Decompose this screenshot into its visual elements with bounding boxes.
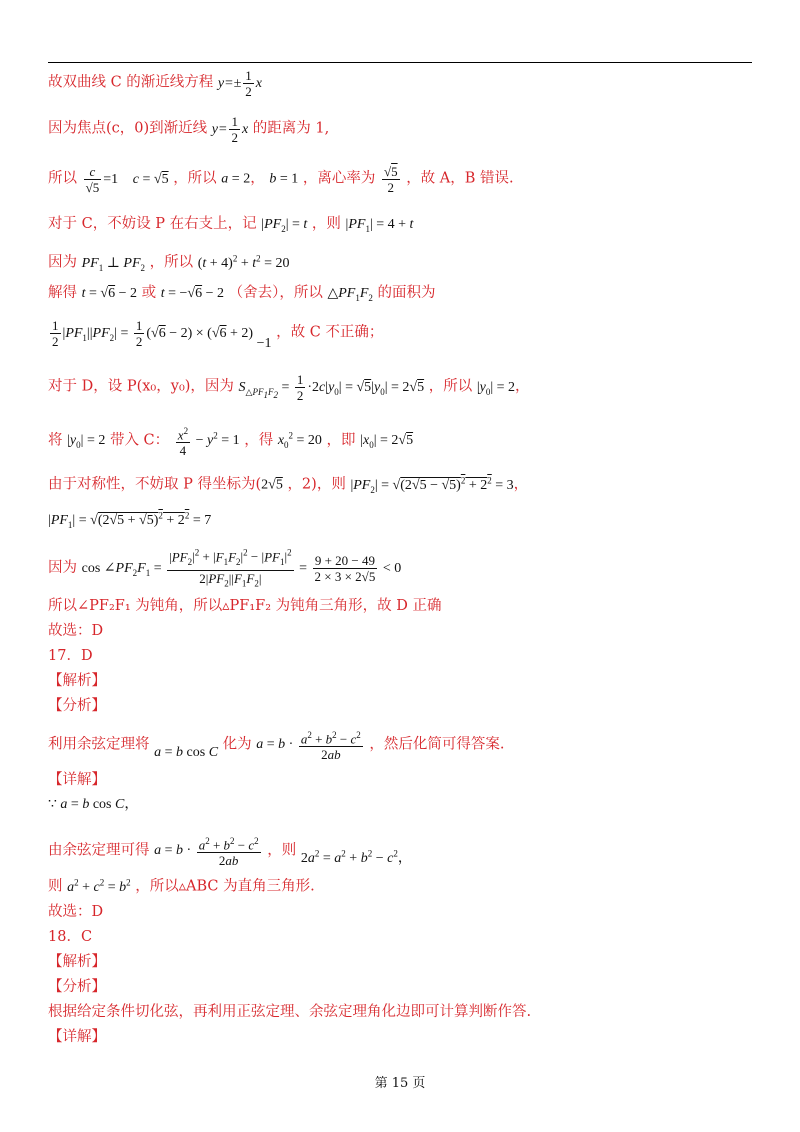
formula: a = b · $\frac{a^2 + b^2 - c^2}{2ab}$ xyxy=(154,836,259,869)
section-xiangjie-18: 【详解】 xyxy=(48,1029,106,1045)
formula: $|PF_1| = 4 + t$ xyxy=(345,217,414,234)
line-answer-17: 故选：D xyxy=(48,904,104,920)
formula: $|PF_1| = √(2√5 + √5)^2 + 2^2 = 7$ xyxy=(48,510,212,530)
formula: b = 1 xyxy=(269,171,299,187)
formula: $|PF_2| = t$ xyxy=(261,217,308,234)
formula: $|PF_2| = √(2√5 - √5)^2 + 2^2 = 3$ xyxy=(350,475,514,495)
line-cosine: 因为 $\cos \angle PF_2F_1$ = $\frac{|PF_2|^2 + |F_1F_2|^2 - |PF_1|^2}{2|PF_2||F_1F_2|}$ = $\frac{9 + 20 - 49}{2 \times 3 \times 2√5}$ < 0 xyxy=(48,548,402,589)
line-substitute: 将 $|y_0| = 2$ 带入 C： $\frac{x^2}{4}$ − $y^2 = 1$ ，得 $x_0^2 = 20$ ，即 $|x_0| = 2√5$ xyxy=(48,426,414,459)
line-focus-distance: 因为焦点(c，0)到渐近线 y= $\frac{1}{2}$ x 的距离为 1, xyxy=(48,114,330,145)
line-perpendicular: 因为 $PF_1$ ⊥ $PF_2$ ，所以 $(t + 4)^2 + t^2 = 20$ xyxy=(48,253,290,273)
page-number: 第 15 页 xyxy=(374,1076,426,1091)
formula: $|y_0| = 2$ xyxy=(476,379,516,397)
formula: $\triangle PF_1F_2$ xyxy=(327,286,373,303)
line-law-of-cosines: 由余弦定理可得 a = b · $\frac{a^2 + b^2 - c^2}{2ab}$ ，则 $2a^2 = a^2 + b^2 - c^2$， xyxy=(48,836,412,869)
formula: $\frac{x^2}{4}$ − $y^2 = 1$ xyxy=(177,426,240,459)
line-eccentricity: 所以 $\frac{c}{√5}$ =1 c = √5 ，所以 a = 2， b = 1 ，离心率为 $\frac{√5}{2}$ ，故 A，B 错误. xyxy=(48,164,514,195)
line-case-c: 对于 C，不妨设 P 在右支上，记 $|PF_2| = t$ ，则 $|PF_1| = 4 + t$ xyxy=(48,216,414,234)
formula: $PF_1$ ⊥ $PF_2$ xyxy=(81,255,145,273)
formula: $\frac{√5}{2}$ xyxy=(383,164,398,195)
formula: $|y_0| = 2$ xyxy=(67,433,106,451)
section-jiexi-17: 【解析】 xyxy=(48,673,106,689)
header-rule xyxy=(48,62,752,63)
line-solve-t: 解得 t = √6 − 2 或 t = −√6 − 2 （舍去），所以 $\triangle PF_1F_2$ 的面积为 xyxy=(48,285,436,303)
line-area: $\frac{1}{2}$ $|PF_1||PF_2|$ = $\frac{1}{2}$ (√6 − 2) × (√6 + 2) −1 ，故 C 不正确； xyxy=(48,318,383,349)
line-pf1 xyxy=(48,505,211,534)
line-right-triangle: 则 $a^2 + c^2 = b^2$ ，所以▵ABC 为直角三角形. xyxy=(48,877,315,895)
line-case-d: 对于 D，设 P(x₀，y₀)，因为 $S_{\triangle PF_1F_2}$ = $\frac{1}{2}$ $\cdot 2c|y_0| = √5|y_0| = 2√5$ ，所以 $|y_0| = 2$， xyxy=(48,372,530,403)
formula: a = b · $\frac{a^2 + b^2 - c^2}{2ab}$ xyxy=(256,730,361,763)
question-17-answer: 17．D xyxy=(48,648,93,664)
line-given xyxy=(48,794,138,815)
formula: c = √5 xyxy=(132,171,169,187)
section-xiangjie-17: 【详解】 xyxy=(48,772,106,788)
formula: t = −√6 − 2 xyxy=(160,286,224,301)
formula: 2√5 xyxy=(261,477,283,493)
formula: a = b cos C xyxy=(154,745,219,761)
line-analysis-17: 利用余弦定理将 a = b cos C 化为 a = b · $\frac{a^2 + b^2 - c^2}{2ab}$ ，然后化简可得答案. xyxy=(48,730,505,763)
formula: a = 2 xyxy=(221,171,251,187)
line-symmetry: 由于对称性，不妨取 P 得坐标为(2√5 ，2)，则 $|PF_2| = √(2√5 - √5)^2 + 2^2 = 3$， xyxy=(48,475,529,495)
formula: $2a^2 = a^2 + b^2 - c^2$， xyxy=(300,848,412,867)
formula: $\frac{1}{2}$ $|PF_1||PF_2|$ = $\frac{1}{2}$ (√6 − 2) × (√6 + 2) −1 xyxy=(52,318,272,351)
formula: $|x_0| = 2√5$ xyxy=(360,433,414,451)
formula: $S_{\triangle PF_1F_2}$ = $\frac{1}{2}$ $\cdot 2c|y_0| = √5|y_0| = 2√5$ xyxy=(238,372,425,403)
formula: $a^2 + c^2 = b^2$ xyxy=(67,877,131,895)
line-analysis-18: 根据给定条件切化弦，再利用正弦定理、余弦定理角化边即可计算判断作答. xyxy=(48,1004,532,1020)
section-fenxi-18: 【分析】 xyxy=(48,979,106,995)
formula: t = √6 − 2 xyxy=(81,286,137,301)
formula: y= $\frac{1}{2}$ x xyxy=(211,114,249,145)
question-18-answer: 18．C xyxy=(48,929,93,945)
formula: $(t + 4)^2 + t^2 = 20$ xyxy=(197,253,290,271)
section-fenxi-17: 【分析】 xyxy=(48,698,106,714)
line-asymptote: 故双曲线 C 的渐近线方程 y=± $\frac{1}{2}$ x xyxy=(48,68,262,99)
formula: $x_0^2 = 20$ xyxy=(277,430,322,451)
formula: y=± $\frac{1}{2}$ x xyxy=(217,68,262,99)
formula: ∵ a = b cos C， xyxy=(48,797,139,812)
section-jiexi-18: 【解析】 xyxy=(48,954,106,970)
formula: $\cos \angle PF_2F_1$ = $\frac{|PF_2|^2 + |F_1F_2|^2 - |PF_1|^2}{2|PF_2||F_1F_2|}$ = $\frac{9 + 20 - 49}{2 \times 3 \times 2√5}$ < 0 xyxy=(81,548,402,589)
line-obtuse: 所以∠PF₂F₁ 为钝角，所以▵PF₁F₂ 为钝角三角形，故 D 正确 xyxy=(48,598,442,614)
formula: $\frac{c}{√5}$ =1 xyxy=(85,164,119,195)
line-answer-16: 故选：D xyxy=(48,623,104,639)
